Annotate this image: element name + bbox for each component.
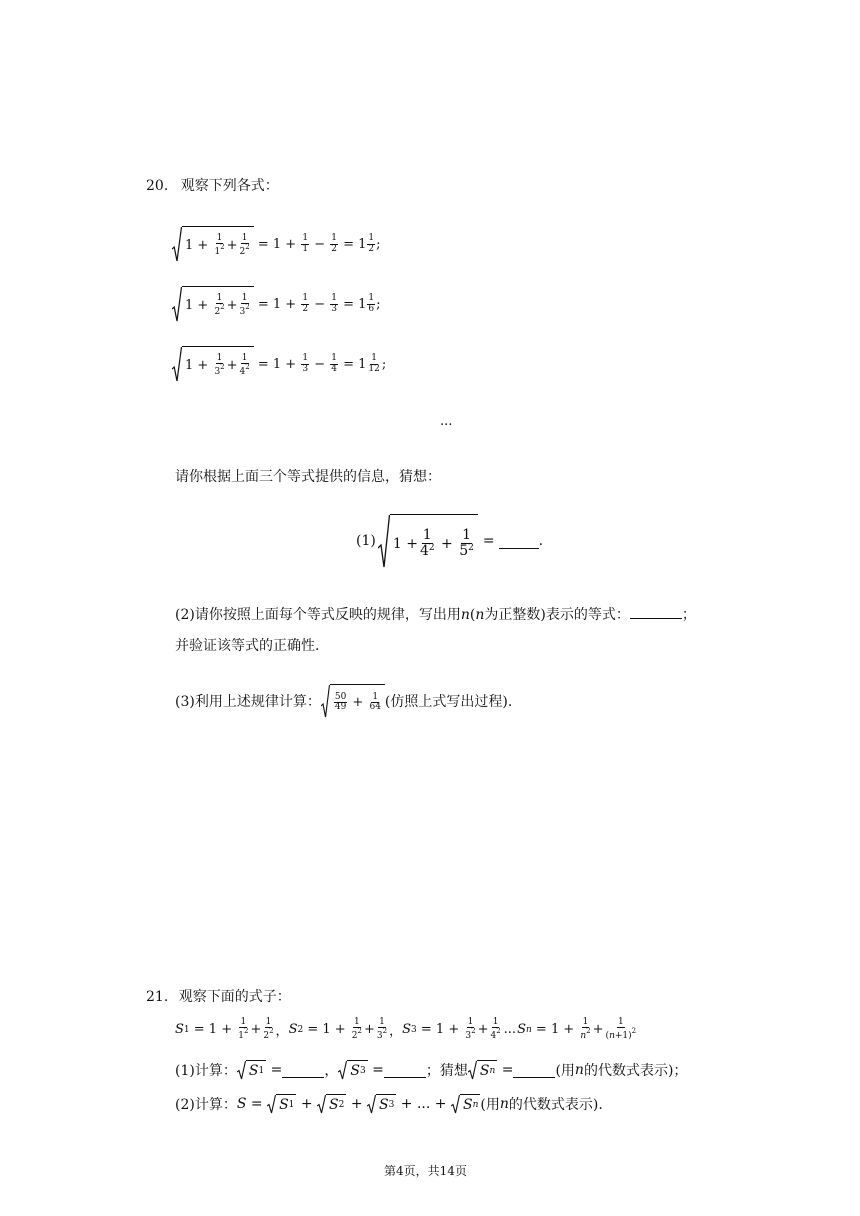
q21-part2: (2)计算： S = S 1 + S 2 + S 3 + ... + S n (用 n 的代数式表示). bbox=[175, 1096, 603, 1113]
fraction-1-over-4sq: $\frac{1}{4^2}$ bbox=[419, 527, 435, 559]
square-root: 1 + $\frac{1}{3^2}$ + $\frac{1}{4^2}$ bbox=[172, 346, 254, 382]
q20-part1-label: (1) bbox=[356, 533, 376, 549]
q20-part1-answer-blank bbox=[499, 534, 539, 549]
q20-part1-sqrt: 1 + $\frac{1}{4^2}$ + $\frac{1}{5^2}$ bbox=[378, 514, 478, 568]
q20-title: 观察下列各式： bbox=[180, 178, 279, 194]
q21-number: 21. bbox=[146, 989, 169, 1005]
q21-part1: (1)计算： S 1 = ， S 3 = ；猜想 S n = (用 n 的代数式表示)； bbox=[175, 1062, 688, 1079]
q20-part2: (2)请你按照上面每个等式反映的规律，写出用n(n为正整数)表示的等式： ； bbox=[175, 604, 696, 624]
square-root: 1 + $\frac{1}{1^2}$ + $\frac{1}{2^2}$ bbox=[172, 226, 254, 262]
q20-part1: (1) 1 + $\frac{1}{4^2}$ + $\frac{1}{5^2}$ = . bbox=[356, 514, 543, 568]
q20-heading bbox=[146, 175, 279, 195]
radical-sign bbox=[378, 514, 390, 568]
q20-part2-answer-blank bbox=[630, 604, 682, 619]
q21-definitions: S 1 = 1 + $\frac{1}{1^2}$ + $\frac{1}{2^2}$ ， S 2 = 1 + $\frac{1}{2^2}$ + $\frac{1}{3^2}$ ， S 3 = 1 + $\frac{1}{3^2}$ + $\frac{1}{4^2}$ ... S n = 1 + $\frac{1}{n^2}$ + $\frac{1}{(n+1)^2}$ bbox=[175, 1017, 637, 1042]
q21-heading bbox=[146, 986, 291, 1006]
q21-title: 观察下面的式子： bbox=[178, 989, 291, 1005]
page-footer: 第4页，共14页 bbox=[384, 1164, 467, 1178]
square-root: 1 + $\frac{1}{2^2}$ + $\frac{1}{3^2}$ bbox=[172, 286, 254, 322]
q20-prompt: 请你根据上面三个等式提供的信息，猜想： bbox=[175, 469, 441, 485]
q20-part2-line2: 并验证该等式的正确性. bbox=[175, 638, 320, 654]
q20-ellipsis: ... bbox=[440, 414, 453, 429]
q20-part3: (3)利用上述规律计算： $\frac{50}{49}$ + $\frac{1}{64}$ (仿照上式写出过程). bbox=[175, 684, 512, 718]
q20-equation-row: 1 + $\frac{1}{1^2}$ + $\frac{1}{2^2}$ = 1 + $\frac{1}{1}$ − $\frac{1}{2}$ = 1 $\frac{1}{2}$ ; bbox=[172, 226, 381, 262]
q20-number: 20. bbox=[146, 178, 169, 194]
fraction-1-over-5sq: $\frac{1}{5^2}$ bbox=[459, 527, 474, 559]
q21-blank-sn bbox=[513, 1063, 555, 1078]
q21-blank-s1 bbox=[282, 1063, 324, 1078]
total-pages: 14 bbox=[439, 1164, 455, 1178]
q20-equation-row: 1 + $\frac{1}{3^2}$ + $\frac{1}{4^2}$ = 1 + $\frac{1}{3}$ − $\frac{1}{4}$ = 1 $\frac{1}{12}$ ; bbox=[172, 346, 386, 382]
q21-blank-s3 bbox=[384, 1063, 426, 1078]
current-page: 4 bbox=[396, 1164, 404, 1178]
q20-part3-sqrt: $\frac{50}{49}$ + $\frac{1}{64}$ bbox=[321, 684, 385, 718]
q20-equation-row: 1 + $\frac{1}{2^2}$ + $\frac{1}{3^2}$ = 1 + $\frac{1}{2}$ − $\frac{1}{3}$ = 1 $\frac{1}{6}$ ; bbox=[172, 286, 381, 322]
radical-sign bbox=[321, 684, 330, 718]
